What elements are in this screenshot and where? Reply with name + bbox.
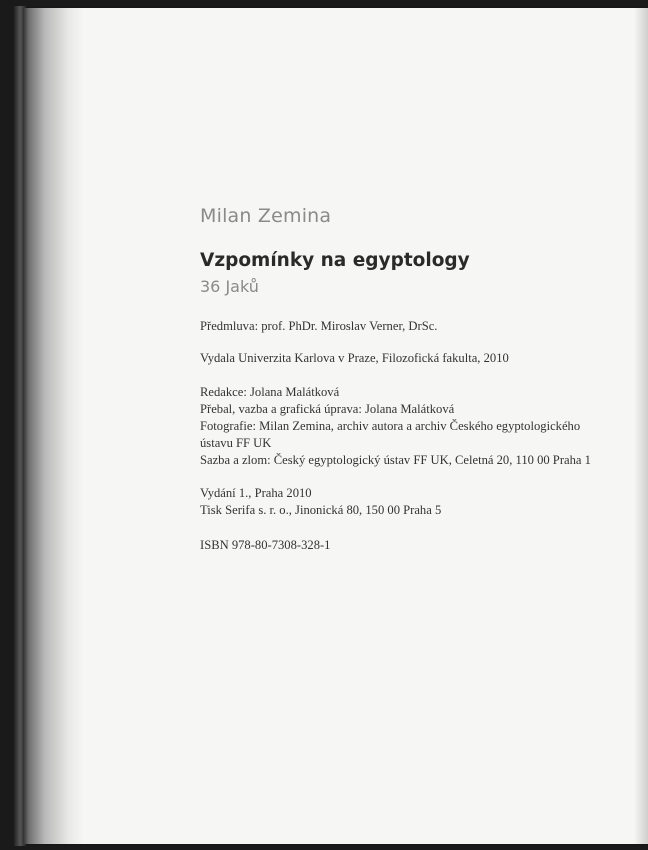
isbn-line: ISBN 978-80-7308-328-1: [200, 538, 331, 552]
book-title: Vzpomínky na egyptology: [200, 250, 470, 271]
editor-line: Redakce: Jolana Malátková: [200, 385, 340, 399]
photos-line: Fotografie: Milan Zemina, archiv autora a archiv Českého egyptologického: [200, 419, 581, 433]
foreword-line: Předmluva: prof. PhDr. Miroslav Verner, DrSc.: [200, 319, 438, 333]
publisher-line: Vydala Univerzita Karlova v Praze, Filozofická fakulta, 2010: [200, 351, 509, 365]
page-right-shade: [634, 8, 648, 844]
design-line: Přebal, vazba a grafická úprava: Jolana Malátková: [200, 402, 455, 416]
edition-line: Vydání 1., Praha 2010: [200, 486, 312, 500]
gutter-shadow: [24, 8, 84, 844]
book-subtitle: 36 Jaků: [200, 277, 259, 296]
photos-line-continued: ústavu FF UK: [200, 436, 272, 450]
colophon: [200, 205, 630, 554]
printer-line: Tisk Serifa s. r. o., Jinonická 80, 150 00 Praha 5: [200, 503, 442, 517]
author-name: Milan Zemina: [200, 205, 332, 227]
typesetting-line: Sazba a zlom: Český egyptologický ústav FF UK, Celetná 20, 110 00 Praha 1: [200, 453, 591, 467]
